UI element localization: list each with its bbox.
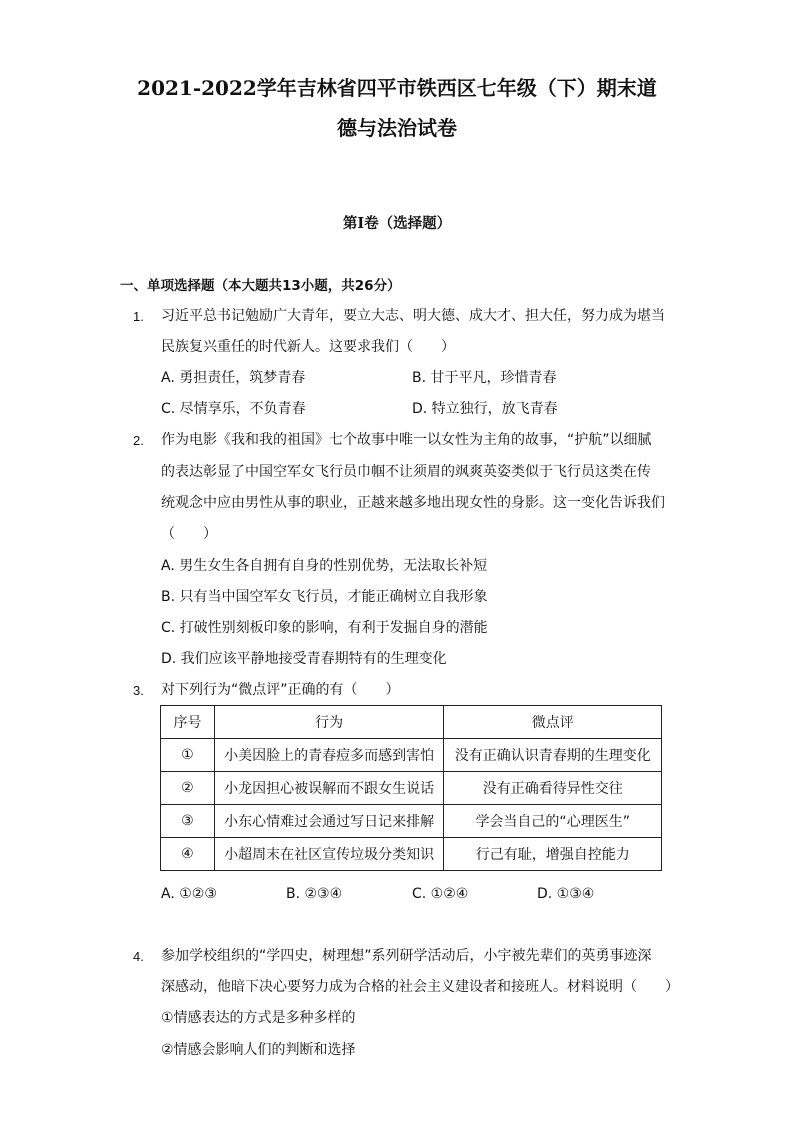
table-cell: 行己有耻，增强自控能力 xyxy=(444,838,662,871)
table-header: 序号 xyxy=(161,706,215,739)
table-row xyxy=(161,772,662,805)
part-heading: 一、单项选择题（本大题共13小题，共26分） xyxy=(120,278,401,294)
table-header: 微点评 xyxy=(444,706,662,739)
option-a: A. 男生女生各自拥有自身的性别优势，无法取长补短 xyxy=(161,558,488,574)
table-cell: ② xyxy=(161,772,215,805)
table-cell: ③ xyxy=(161,805,215,838)
option-a: A. ①②③ xyxy=(161,886,217,902)
table-cell: 没有正确看待异性交往 xyxy=(444,772,662,805)
question-stem-line: 深感动，他暗下决心要努力成为合格的社会主义建设者和接班人。材料说明（ ） xyxy=(161,979,679,995)
question-number: 3. xyxy=(133,683,144,698)
question-stem-line: 作为电影《我和我的祖国》七个故事中唯一以女性为主角的故事，“护航”以细腻 xyxy=(161,432,652,448)
question-stem-line: 统观念中应由男性从事的职业，正越来越多地出现女性的身影。这一变化告诉我们 xyxy=(161,495,665,511)
table-cell: 小龙因担心被误解而不跟女生说话 xyxy=(214,772,444,805)
question-number: 2. xyxy=(133,433,144,448)
question-stem-line: 习近平总书记勉励广大青年，要立大志、明大德、成大才、担大任，努力成为堪当 xyxy=(161,308,665,324)
question-stem-line: （ ） xyxy=(161,526,217,542)
option-c: C. 打破性别刻板印象的影响，有利于发掘自身的潜能 xyxy=(161,620,488,636)
table-cell: 小美因脸上的青春痘多而感到害怕 xyxy=(214,739,444,772)
table-cell: ④ xyxy=(161,838,215,871)
option-d: D. 特立独行，放飞青春 xyxy=(412,401,558,417)
option-b: B. 只有当中国空军女飞行员，才能正确树立自我形象 xyxy=(161,589,488,605)
statement-item: ②情感会影响人们的判断和选择 xyxy=(161,1042,356,1058)
option-b: B. 甘于平凡，珍惜青春 xyxy=(412,370,557,386)
exam-title-line-1: 2021-2022学年吉林省四平市铁西区七年级（下）期末道 xyxy=(137,76,657,100)
option-c: C. ①②④ xyxy=(412,886,469,902)
table-cell: 小东心情难过会通过写日记来排解 xyxy=(214,805,444,838)
table-cell: ① xyxy=(161,739,215,772)
question-stem-line: 对下列行为“微点评”正确的有（ ） xyxy=(161,682,400,698)
comment-table xyxy=(160,705,662,871)
statement-item: ①情感表达的方式是多种多样的 xyxy=(161,1010,356,1026)
table-cell: 没有正确认识青春期的生理变化 xyxy=(444,739,662,772)
table-header-row xyxy=(161,706,662,739)
question-stem-line: 的表达彰显了中国空军女飞行员巾帼不让须眉的飒爽英姿类似于飞行员这类在传 xyxy=(161,464,651,480)
section-title: 第I卷（选择题） xyxy=(342,215,452,232)
table-row xyxy=(161,805,662,838)
table-row xyxy=(161,739,662,772)
option-a: A. 勇担责任，筑梦青春 xyxy=(161,370,306,386)
exam-title-line-2: 德与法治试卷 xyxy=(337,116,457,140)
option-c: C. 尽情享乐，不负青春 xyxy=(161,401,306,417)
question-stem-line: 参加学校组织的“学四史，树理想”系列研学活动后，小宇被先辈们的英勇事迹深 xyxy=(161,948,652,964)
option-b: B. ②③④ xyxy=(286,886,343,902)
option-d: D. 我们应该平静地接受青春期特有的生理变化 xyxy=(161,651,447,667)
table-cell: 小超周末在社区宣传垃圾分类知识 xyxy=(214,838,444,871)
table-row xyxy=(161,838,662,871)
option-d: D. ①③④ xyxy=(537,886,595,902)
question-number: 4. xyxy=(133,949,144,964)
table-cell: 学会当自己的“心理医生” xyxy=(444,805,662,838)
table-header: 行为 xyxy=(214,706,444,739)
question-number: 1. xyxy=(133,309,144,324)
question-stem-line: 民族复兴重任的时代新人。这要求我们（ ） xyxy=(161,339,455,355)
